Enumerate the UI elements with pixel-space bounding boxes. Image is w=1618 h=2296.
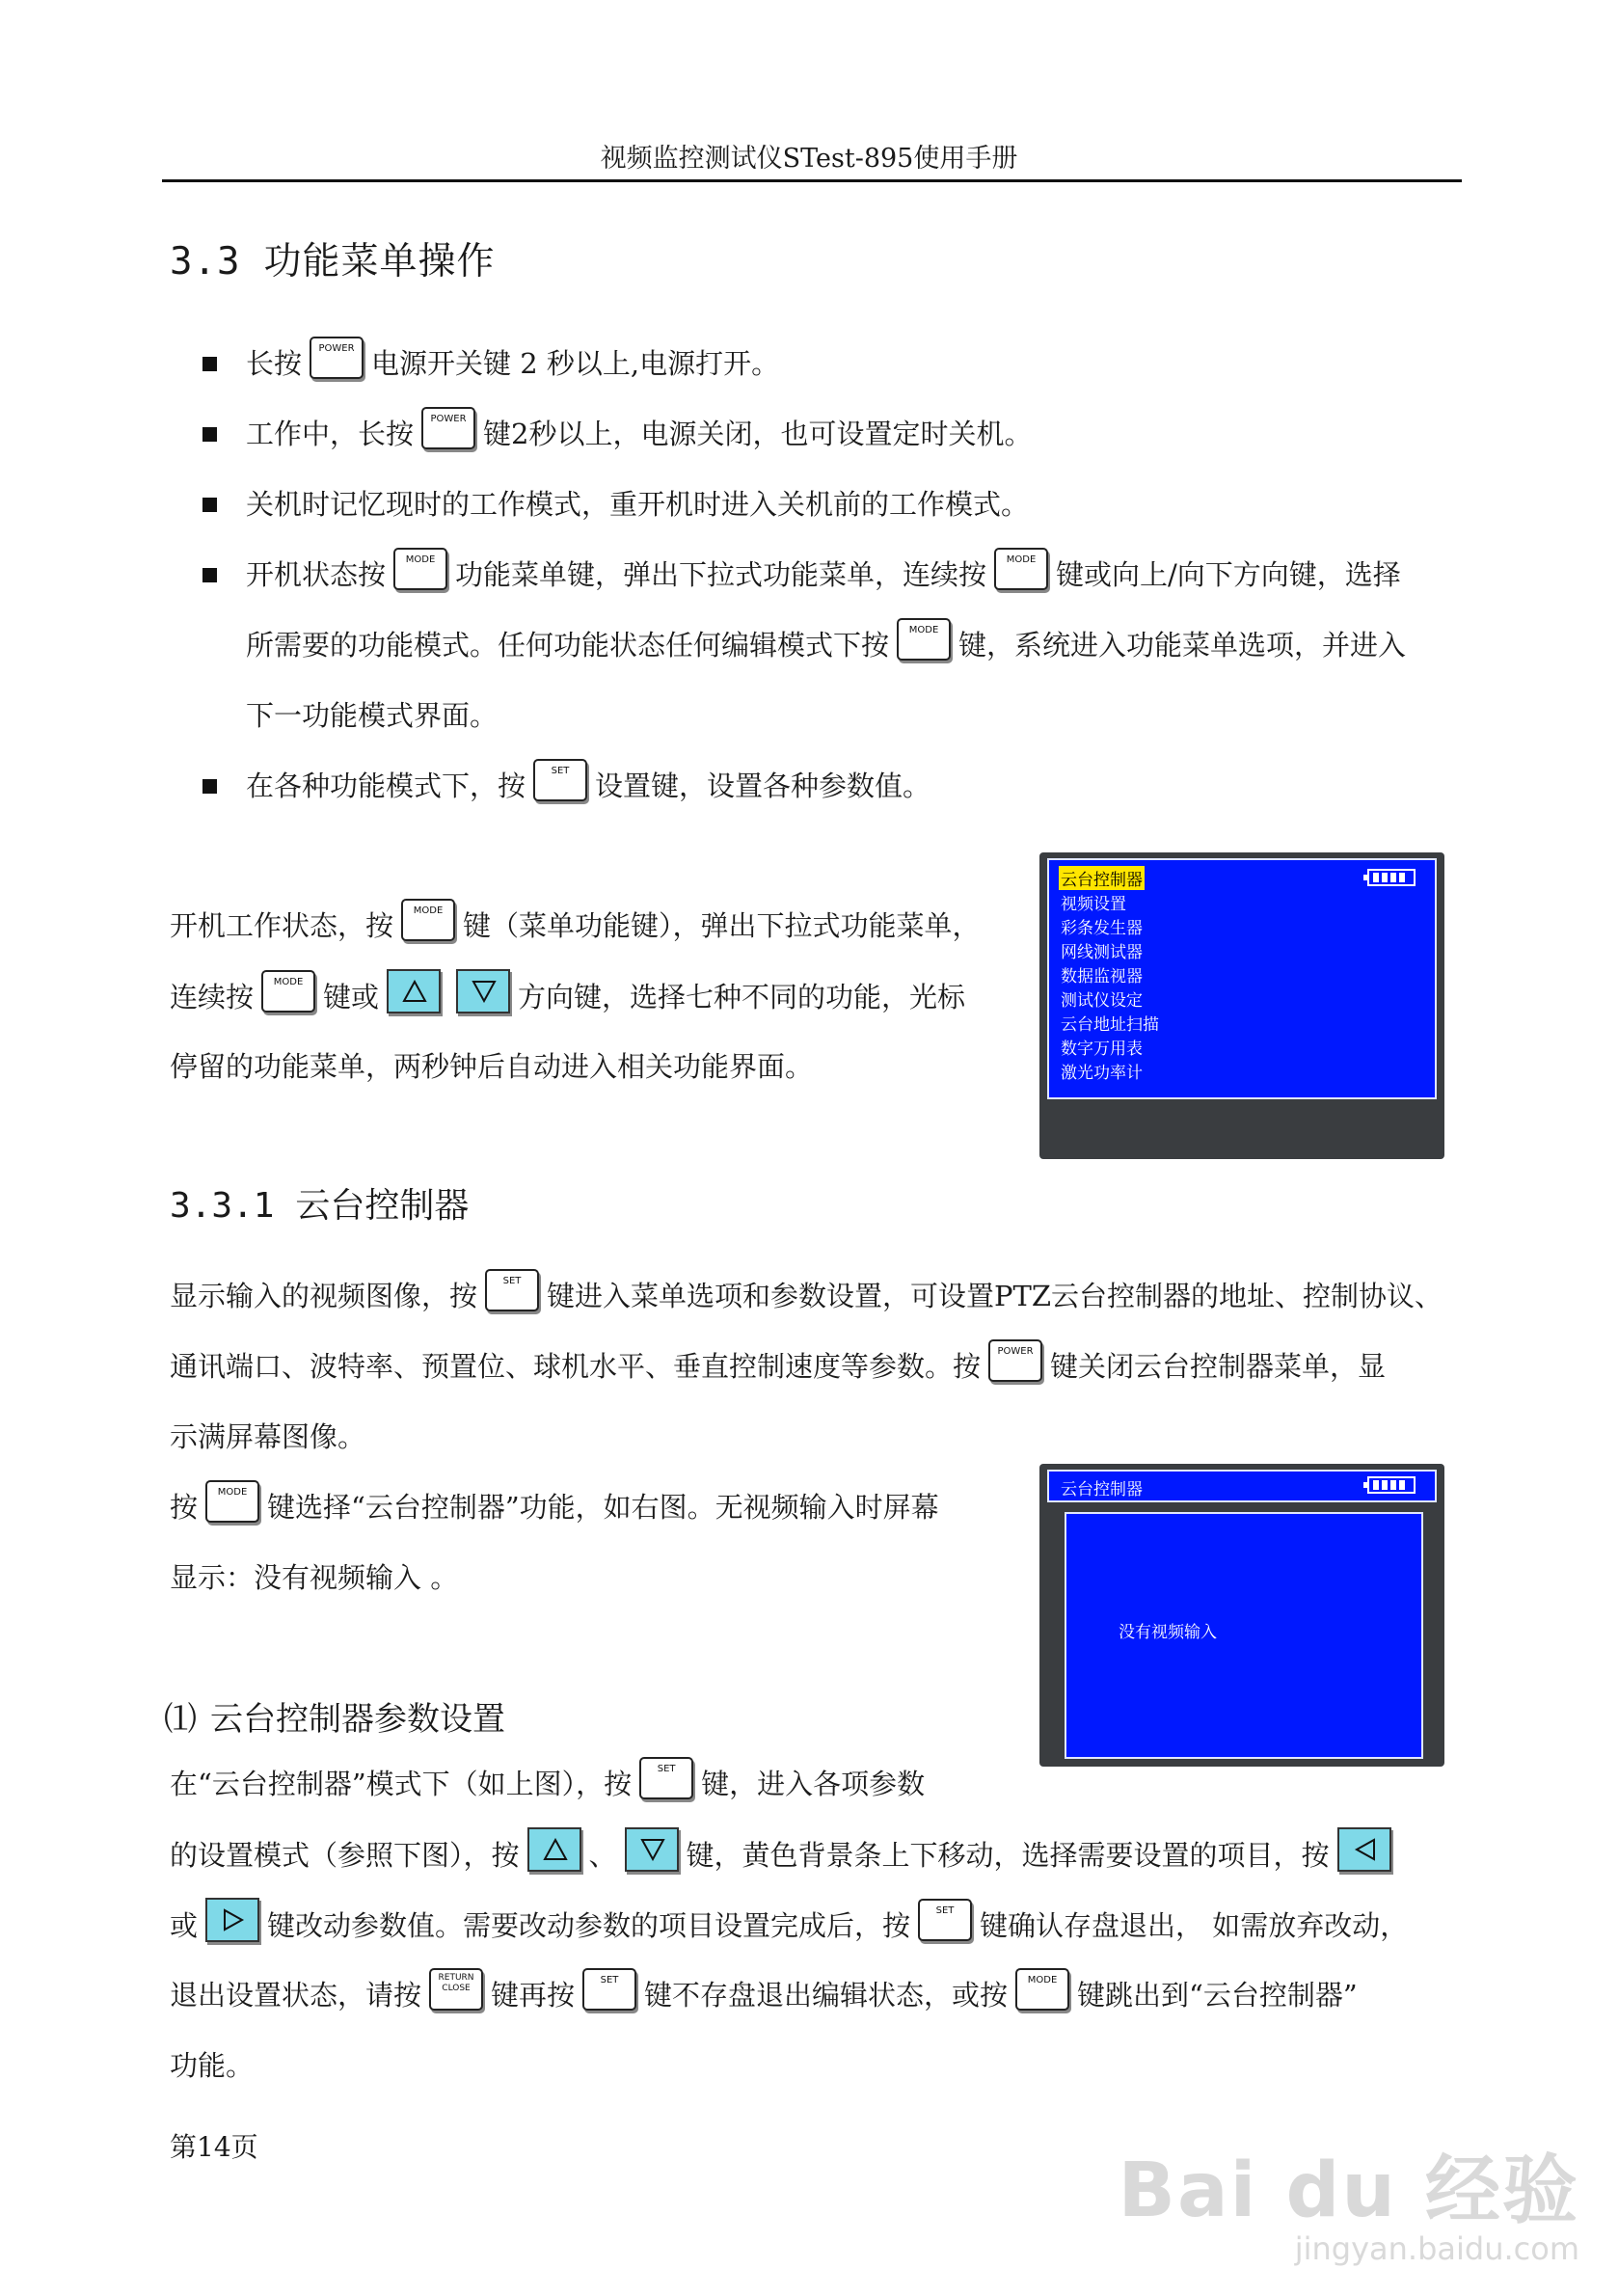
menu-screen-display (1047, 858, 1437, 1099)
mode-key-icon: MODE (994, 548, 1048, 590)
menu-item: 数字万用表 (1061, 1040, 1143, 1059)
paragraph-line: 显示：没有视频输入 。 (170, 1561, 459, 1594)
document-header-title: 视频监控测试仪STest-895使用手册 (600, 144, 1018, 174)
subsection-number: 3.3.1 (170, 1186, 275, 1226)
mode-key-icon: MODE (897, 618, 951, 661)
mode-key-icon: MODE (401, 899, 455, 941)
down-arrow-key-icon (456, 969, 510, 1013)
menu-item: 网线测试器 (1061, 943, 1143, 962)
subsection-heading (170, 1178, 469, 1228)
bullet-square-icon (202, 427, 217, 442)
left-arrow-key-icon (1337, 1827, 1391, 1872)
mode-key-icon: MODE (261, 970, 315, 1013)
bullet-square-icon (202, 498, 217, 512)
paragraph-line: 示满屏幕图像。 (170, 1420, 366, 1453)
right-arrow-key-icon (205, 1898, 259, 1942)
bullet-item: 在各种功能模式下，按 SET 设置键，设置各种参数值。 (202, 767, 930, 809)
battery-icon (1367, 1476, 1416, 1494)
watermark-brand: Bai du 经验 (1118, 2147, 1579, 2234)
bullet-square-icon (202, 568, 217, 582)
set-key-icon: SET (639, 1757, 693, 1799)
parameter-settings-number: ⑴ (164, 1700, 197, 1739)
section-title: 功能菜单操作 (263, 240, 496, 284)
bullet-continuation: 下一功能模式界面。 (246, 699, 499, 732)
bullet-square-icon (202, 779, 217, 794)
ptz-screen-titlebar (1047, 1470, 1437, 1502)
no-video-message: 没有视频输入 (1119, 1623, 1217, 1642)
menu-item: 测试仪设定 (1061, 991, 1143, 1011)
ptz-screen-video-area (1065, 1512, 1423, 1759)
up-arrow-key-icon (387, 969, 441, 1013)
paragraph-line: 退出设置状态，请按RETURN CLOSE 键再按 SET 键不存盘退出编辑状态，或按 MODE 键跳出到“云台控制器” (170, 1976, 1358, 2018)
ptz-screen-title: 云台控制器 (1061, 1480, 1143, 1499)
mode-key-icon: MODE (205, 1480, 259, 1523)
page-number: 第14页 (170, 2131, 258, 2163)
section-number: 3.3 (170, 240, 241, 284)
set-key-icon: SET (485, 1269, 539, 1311)
power-key-icon: POWER (988, 1339, 1042, 1382)
ptz-screen-image (1039, 1464, 1444, 1767)
subsection-title: 云台控制器 (295, 1186, 470, 1226)
bullet-item: 关机时记忆现时的工作模式，重开机时进入关机前的工作模式。 (202, 485, 1029, 524)
menu-item: 彩条发生器 (1061, 919, 1143, 938)
bullet-square-icon (202, 357, 217, 371)
menu-item: 视频设置 (1061, 895, 1126, 914)
paragraph-line: 或 键改动参数值。需要改动参数的项目设置完成后，按 SET 键确认存盘退出， 如需放弃改动， (170, 1905, 1408, 1950)
paragraph-line: 通讯端口、波特率、预置位、球机水平、垂直控制速度等参数。按 POWER 键关闭云台控制器菜单，显 (170, 1347, 1386, 1390)
paragraph-line: 连续按 MODE 键或 方向键，选择七种不同的功能，光标 (170, 977, 965, 1021)
power-key-icon: POWER (310, 337, 364, 379)
paragraph-line: 功能。 (170, 2049, 255, 2082)
mode-key-icon: MODE (393, 548, 447, 590)
set-key-icon: SET (918, 1899, 972, 1941)
paragraph-line: 的设置模式（参照下图），按 、 键，黄色背景条上下移动，选择需要设置的项目，按 (170, 1835, 1399, 1879)
mode-key-icon: MODE (1015, 1968, 1069, 2011)
section-heading (170, 231, 495, 285)
bullet-item: 工作中，长按 POWER 键2秒以上，电源关闭，也可设置定时关机。 (202, 415, 1032, 457)
return-close-key-icon: RETURN CLOSE (429, 1968, 483, 2011)
menu-screen-image (1039, 852, 1444, 1159)
menu-item: 数据监视器 (1061, 967, 1143, 986)
menu-item: 云台地址扫描 (1061, 1015, 1159, 1035)
paragraph-line: 按 MODE 键选择“云台控制器”功能，如右图。无视频输入时屏幕 (170, 1488, 939, 1530)
menu-item-selected: 云台控制器 (1059, 866, 1145, 890)
header-divider (162, 179, 1462, 182)
watermark-url: jingyan.baidu.com (1294, 2230, 1579, 2267)
bullet-continuation: 所需要的功能模式。任何功能状态任何编辑模式下按 MODE 键，系统进入功能菜单选项，并进入 (246, 626, 1406, 668)
down-arrow-key-icon (625, 1827, 679, 1872)
paragraph-line: 显示输入的视频图像，按 SET 键进入菜单选项和参数设置，可设置PTZ云台控制器的地址、控制协议、 (170, 1277, 1443, 1319)
set-key-icon: SET (533, 759, 587, 801)
up-arrow-key-icon (527, 1827, 581, 1872)
set-key-icon: SET (582, 1968, 636, 2011)
bullet-item: 开机状态按 MODE 功能菜单键，弹出下拉式功能菜单，连续按 MODE 键或向上/向下方向键，选择 (202, 555, 1401, 598)
menu-item: 激光功率计 (1061, 1064, 1143, 1083)
paragraph-line: 停留的功能菜单，两秒钟后自动进入相关功能界面。 (170, 1050, 814, 1083)
baidu-watermark (1119, 2130, 1580, 2267)
bullet-item: 长按 POWER 电源开关键 2 秒以上,电源打开。 (202, 344, 779, 387)
parameter-settings-title: 云台控制器参数设置 (210, 1700, 505, 1739)
paragraph-line: 开机工作状态，按 MODE 键（菜单功能键），弹出下拉式功能菜单， (170, 906, 981, 949)
power-key-icon: POWER (421, 407, 475, 449)
paragraph-line: 在“云台控制器”模式下（如上图），按 SET 键，进入各项参数 (170, 1765, 925, 1807)
battery-icon (1367, 869, 1416, 886)
parameter-settings-heading (164, 1692, 505, 1740)
